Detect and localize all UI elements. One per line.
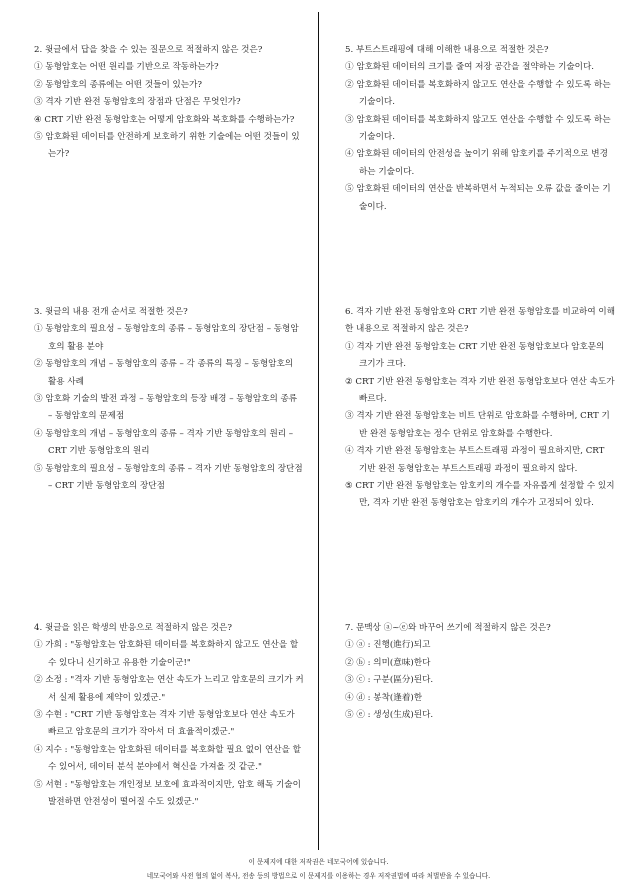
question-text: 윗글의 내용 전개 순서로 적절한 것은? (44, 307, 188, 317)
option-1[interactable]: ① 격자 기반 완전 동형암호는 CRT 기반 완전 동형암호보다 암호문의 크기가 크다. (345, 341, 605, 370)
question-number: 6. (345, 307, 354, 317)
question-number: 3. (34, 307, 43, 317)
option-2[interactable]: ② ⓑ : 의미(意味)한다 (345, 657, 431, 668)
question-number: 7. (345, 623, 354, 633)
question-6 (345, 304, 615, 513)
question-number: 5. (345, 45, 354, 55)
option-1[interactable]: ① 암호화된 데이터의 크기를 줄여 저장 공간을 절약하는 기술이다. (345, 62, 595, 73)
question-number: 4. (34, 623, 43, 633)
question-text: 부트스트래핑에 대해 이해한 내용으로 적절한 것은? (355, 45, 549, 55)
question-3 (34, 304, 304, 495)
option-5[interactable]: ⑤ ⓔ : 생성(生成)된다. (345, 710, 434, 721)
option-2[interactable]: ② 암호화된 데이터를 복호화하지 않고도 연산을 수행할 수 있도록 하는 기술이다. (345, 79, 611, 108)
option-4[interactable]: ④ 동형암호의 개념 – 동형암호의 종류 – 격자 기반 동형암호의 원리 – CRT 기반 동형암호의 원리 (34, 428, 294, 457)
question-text: 문맥상 ⓐ~ⓔ와 바꾸어 쓰기에 적절하지 않은 것은? (355, 623, 551, 633)
option-1[interactable]: ① ⓐ : 진행(進行)되고 (345, 640, 431, 651)
question-title (345, 304, 615, 339)
option-5[interactable]: ⑤ 서현 : "동형암호는 개인정보 보호에 효과적이지만, 암호 해독 기술이 발전하면 안전성이 떨어질 수도 있겠군." (34, 779, 301, 808)
option-1[interactable]: ① 가희 : "동형암호는 암호화된 데이터를 복호화하지 않고도 연산을 할 수 있다니 신기하고 유용한 기술이군!" (34, 640, 299, 668)
option-4[interactable]: ④ 지수 : "동형암호는 암호화된 데이터를 복호화할 필요 없이 연산을 할 수 있어서, 데이터 분석 분야에서 혁신을 가져올 것 같군." (34, 744, 301, 773)
option-2[interactable]: ② CRT 기반 완전 동형암호는 격자 기반 완전 동형암호보다 연산 속도가 빠르다. (345, 376, 615, 405)
copyright-notice: 이 문제지에 대한 저작권은 네모국어에 있습니다. (248, 858, 389, 866)
option-3[interactable]: ③ 암호화된 데이터를 복호화하지 않고도 연산을 수행할 수 있도록 하는 기술이다. (345, 114, 611, 143)
option-2[interactable]: ② 소정 : "격자 기반 동형암호는 연산 속도가 느리고 암호문의 크기가 커서 실제 활용에 제약이 있겠군." (34, 675, 304, 703)
option-3[interactable]: ③ ⓒ : 구분(區分)된다. (345, 675, 434, 686)
question-text: 격자 기반 완전 동형암호와 CRT 기반 완전 동형암호를 비교하여 이해한 내용으로 적절하지 않은 것은? (345, 307, 615, 335)
copyright-warning: 네모국어와 사전 협의 없이 복사, 전송 등의 방법으로 이 문제지를 이용하는 경우 저작권법에 따라 처벌받을 수 있습니다. (146, 872, 491, 880)
question-title (34, 304, 304, 321)
option-4[interactable]: ④ 암호화된 데이터의 안전성을 높이기 위해 암호키를 주기적으로 변경하는 기술이다. (345, 149, 608, 177)
question-number: 2. (34, 45, 43, 55)
column-divider (318, 12, 319, 850)
option-2[interactable]: ② 동형암호의 개념 – 동형암호의 종류 – 각 종류의 특징 – 동형암호의 활용 사례 (34, 359, 294, 387)
question-5 (345, 42, 615, 216)
option-3[interactable]: ③ 암호화 기술의 발전 과정 – 동형암호의 등장 배경 – 동형암호의 종류 – 동형암호의 문제점 (34, 394, 298, 422)
option-3[interactable]: ③ 격자 기반 완전 동형암호는 비트 단위로 암호화를 수행하며, CRT 기반 완전 동형암호는 정수 단위로 암호화를 수행한다. (345, 411, 610, 439)
question-text: 윗글을 읽은 학생의 반응으로 적절하지 않은 것은? (44, 623, 232, 633)
option-5[interactable]: ⑤ 암호화된 데이터의 연산을 반복하면서 누적되는 오류 값을 줄이는 기술이다. (345, 184, 611, 212)
question-title (345, 620, 615, 637)
option-1[interactable]: ① 동형암호는 어떤 원리를 기반으로 작동하는가? (34, 62, 219, 73)
question-4 (34, 620, 304, 811)
option-4[interactable]: ④ ⓓ : 봉착(逢着)한 (345, 692, 423, 703)
question-title (345, 42, 615, 59)
question-2 (34, 42, 304, 164)
option-5[interactable]: ⑤ 암호화된 데이터를 안전하게 보호하기 위한 기술에는 어떤 것들이 있는가? (34, 132, 300, 160)
question-title (34, 620, 304, 637)
question-title (34, 42, 304, 59)
option-5[interactable]: ⑤ 동형암호의 필요성 – 동형암호의 종류 – 격자 기반 동형암호의 장단점 – CRT 기반 동형암호의 장단점 (34, 463, 303, 492)
option-5[interactable]: ⑤ CRT 기반 완전 동형암호는 암호키의 개수를 자유롭게 설정할 수 있지만, 격자 기반 완전 동형암호는 암호키의 개수가 고정되어 있다. (345, 481, 615, 509)
option-1[interactable]: ① 동형암호의 필요성 – 동형암호의 종류 – 동형암호의 장단점 – 동형암호의 활용 분야 (34, 324, 299, 352)
question-7 (345, 620, 615, 724)
option-3[interactable]: ③ 격자 기반 완전 동형암호의 장점과 단점은 무엇인가? (34, 97, 241, 108)
option-3[interactable]: ③ 수현 : "CRT 기반 동형암호는 격자 기반 동형암호보다 연산 속도가 빠르고 암호문의 크기가 작아서 더 효율적이겠군." (34, 710, 295, 738)
option-4[interactable]: ④ CRT 기반 완전 동형암호는 어떻게 암호화와 복호화를 수행하는가? (34, 114, 295, 125)
option-4[interactable]: ④ 격자 기반 완전 동형암호는 부트스트래핑 과정이 필요하지만, CRT 기반 완전 동형암호는 부트스트래핑 과정이 필요하지 않다. (345, 446, 605, 474)
question-text: 윗글에서 답을 찾을 수 있는 질문으로 적절하지 않은 것은? (44, 45, 263, 55)
option-2[interactable]: ② 동형암호의 종류에는 어떤 것들이 있는가? (34, 79, 202, 90)
